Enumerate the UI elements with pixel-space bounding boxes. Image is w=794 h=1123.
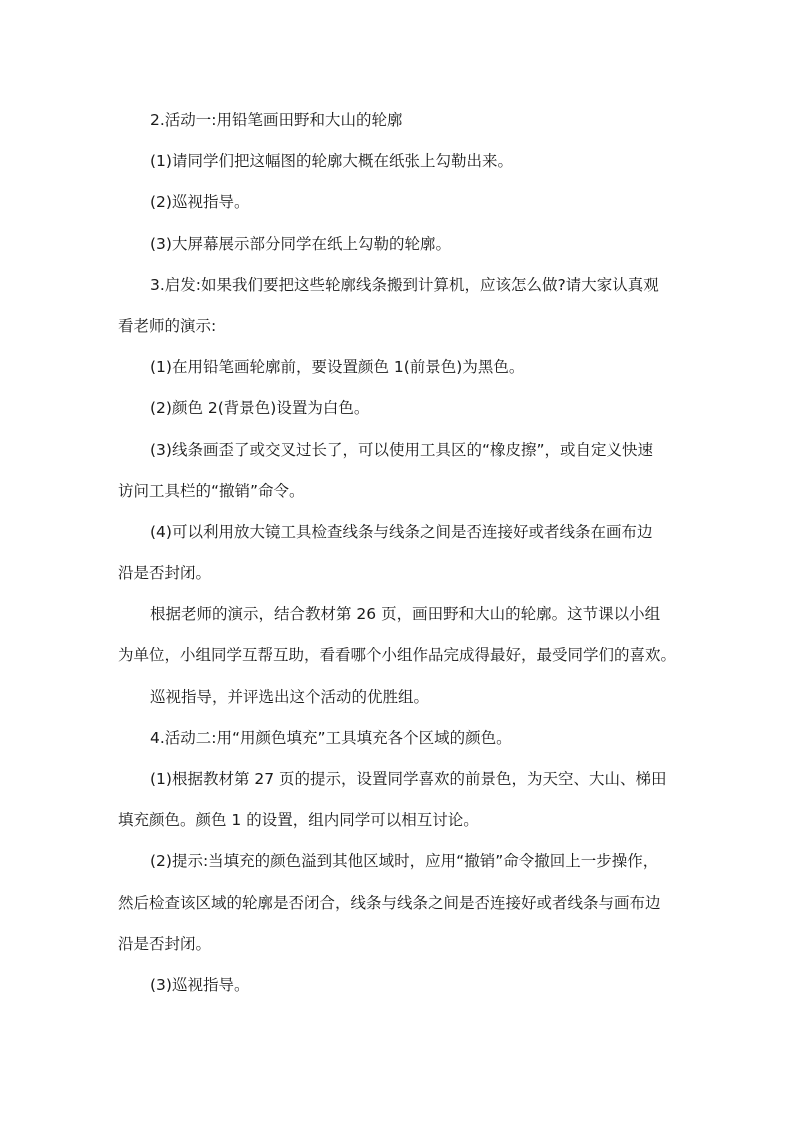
paragraph-line: 然后检查该区域的轮廓是否闭合，线条与线条之间是否连接好或者线条与画布边	[118, 893, 661, 912]
document-body	[118, 100, 684, 1006]
paragraph-line: (2)提示:当填充的颜色溢到其他区域时，应用“撤销”命令撤回上一步操作，	[150, 852, 659, 871]
paragraph-line: (4)可以利用放大镜工具检查线条与线条之间是否连接好或者线条在画布边	[150, 522, 653, 541]
paragraph-line: (3)巡视指导。	[150, 975, 250, 994]
section-heading-activity-1: 2.活动一:用铅笔画田野和大山的轮廓	[150, 111, 403, 129]
paragraph-line: (1)请同学们把这幅图的轮廓大概在纸张上勾勒出来。	[150, 152, 513, 171]
paragraph-line: 巡视指导，并评选出这个活动的优胜组。	[150, 687, 430, 706]
section-heading-inspiration: 3.启发:如果我们要把这些轮廓线条搬到计算机，应该怎么做?请大家认真观	[150, 275, 659, 294]
paragraph-line: (2)巡视指导。	[150, 193, 250, 212]
paragraph-line: 访问工具栏的“撤销”命令。	[118, 481, 305, 500]
paragraph-line: 沿是否封闭。	[118, 934, 212, 953]
paragraph-line: 为单位，小组同学互帮互助，看看哪个小组作品完成得最好，最受同学们的喜欢。	[118, 646, 677, 665]
paragraph-line: (1)根据教材第 27 页的提示，设置同学喜欢的前景色，为天空、大山、梯田	[150, 770, 667, 788]
paragraph-line: (2)颜色 2(背景色)设置为白色。	[150, 399, 370, 418]
paragraph-line: 沿是否封闭。	[118, 564, 212, 583]
paragraph-line: 根据老师的演示，结合教材第 26 页，画田野和大山的轮廓。这节课以小组	[150, 605, 661, 624]
paragraph-line: 填充颜色。颜色 1 的设置，组内同学可以相互讨论。	[118, 811, 479, 830]
paragraph-line: (3)大屏幕展示部分同学在纸上勾勒的轮廓。	[150, 234, 451, 253]
paragraph-line: (1)在用铅笔画轮廓前，要设置颜色 1(前景色)为黑色。	[150, 358, 525, 377]
paragraph-line: 看老师的演示:	[118, 316, 217, 335]
section-heading-activity-2: 4.活动二:用“用颜色填充”工具填充各个区域的颜色。	[150, 728, 512, 747]
paragraph-line: (3)线条画歪了或交叉过长了，可以使用工具区的“橡皮擦”，或自定义快速	[150, 440, 654, 459]
